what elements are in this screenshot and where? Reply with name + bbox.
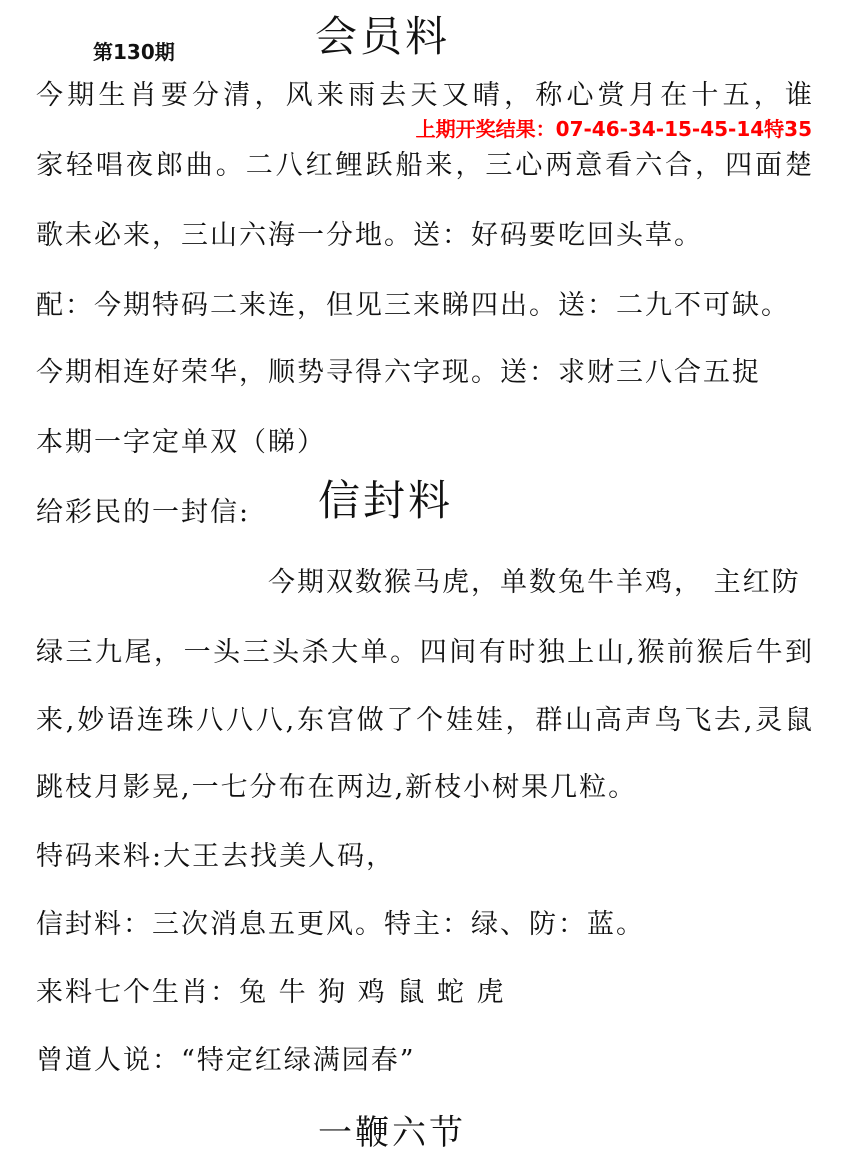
member-title: 会员料 <box>315 12 451 61</box>
letter-title: 信封料 <box>318 476 454 525</box>
letter-line-4: 跳枝月影晃,一七分布在两边,新枝小树果几粒。 <box>36 772 638 803</box>
letter-label: 给彩民的一封信: <box>36 497 251 528</box>
letter-line-3: 来,妙语连珠八八八,东宫做了个娃娃，群山高声鸟飞去,灵鼠 <box>36 705 812 736</box>
letter-line-2: 绿三九尾，一头三头杀大单。四间有时独上山,猴前猴后牛到 <box>36 637 812 668</box>
note-seven-zodiacs: 来料七个生肖：兔 牛 狗 鸡 鼠 蛇 虎 <box>36 977 506 1008</box>
member-line-2: 家轻唱夜郎曲。二八红鲤跃船来，三心两意看六合，四面楚 <box>36 150 812 181</box>
member-line-3: 歌未必来，三山六海一分地。送：好码要吃回头草。 <box>36 220 703 251</box>
issue-number: 第130期 <box>93 40 175 64</box>
letter-line-1: 今期双数猴马虎，单数兔牛羊鸡， 主红防 <box>268 567 801 598</box>
member-line-4: 配：今期特码二来连，但见三来睇四出。送：二九不可缺。 <box>36 290 790 321</box>
note-quote: 曾道人说：“特定红绿满园春” <box>36 1045 416 1076</box>
footer-title: 一鞭六节 <box>318 1113 466 1153</box>
member-line-5: 今期相连好荣华，顺势寻得六字现。送：求财三八合五捉 <box>36 357 761 388</box>
last-draw-result: 上期开奖结果：07-46-34-15-45-14特35 <box>415 117 812 141</box>
member-line-1: 今期生肖要分清，风来雨去天又晴，称心赏月在十五，谁 <box>36 80 812 111</box>
note-special-code: 特码来料:大王去找美人码， <box>36 841 396 872</box>
note-envelope: 信封料：三次消息五更风。特主：绿、防：蓝。 <box>36 909 645 940</box>
member-line-6: 本期一字定单双（睇） <box>36 427 326 458</box>
